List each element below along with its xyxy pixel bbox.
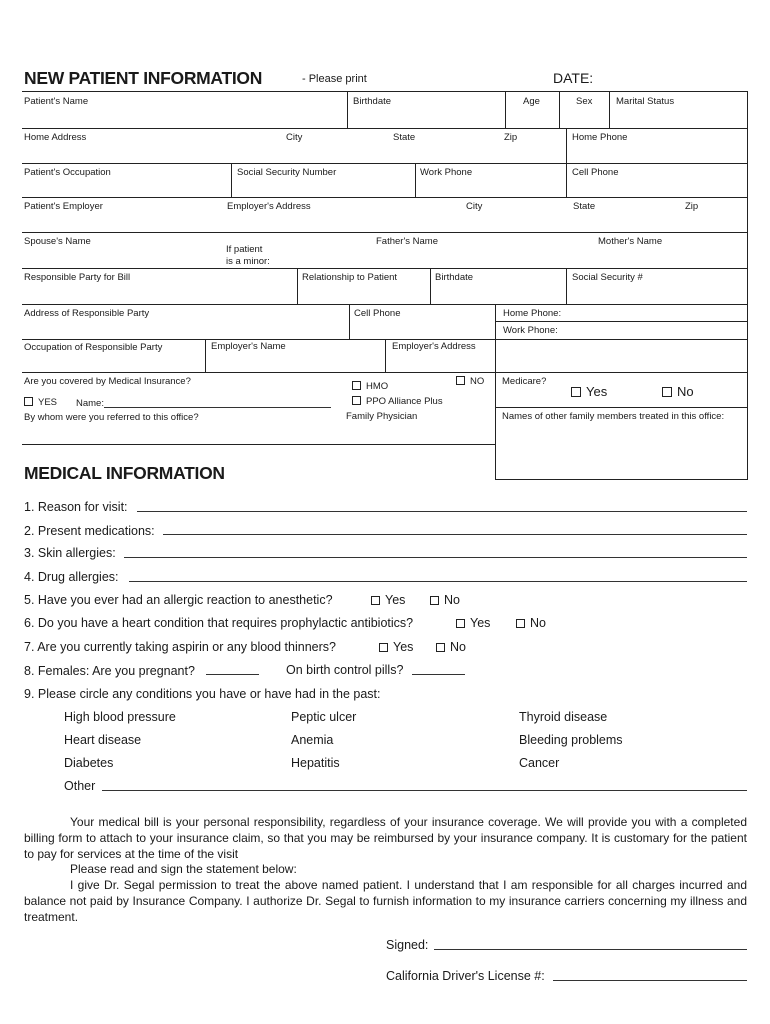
father-name-field[interactable]: Father's Name xyxy=(376,236,439,247)
insurance-name-input[interactable] xyxy=(104,407,331,408)
checkbox-icon xyxy=(352,396,361,405)
heart-yes-option[interactable] xyxy=(456,616,490,630)
state-field[interactable]: State xyxy=(393,132,416,143)
page-title: NEW PATIENT INFORMATION xyxy=(24,68,263,88)
checkbox-icon xyxy=(24,397,33,406)
page-subtitle: - Please print xyxy=(302,73,367,85)
row-rule xyxy=(22,197,748,198)
insurance-yes-option[interactable] xyxy=(24,397,57,408)
row-rule xyxy=(495,479,748,480)
divider xyxy=(347,91,348,128)
statement-paragraph-3: I give Dr. Segal permission to treat the above named patient. I understand that I am responsible for all charges incurred and balance not paid by Insurance Company. I authorize Dr. Segal to furnish information to my insurance carriers concerning my illness and treatment. xyxy=(24,878,747,924)
checkbox-icon xyxy=(436,643,445,652)
pregnant-input[interactable] xyxy=(206,674,259,675)
patient-marital-field[interactable]: Marital Status xyxy=(616,96,675,107)
divider xyxy=(505,91,506,128)
insurance-yes-label: YES xyxy=(38,397,58,408)
medicare-yes-option[interactable] xyxy=(571,384,607,399)
anesthetic-no-option[interactable] xyxy=(430,593,460,607)
row-rule xyxy=(22,232,748,233)
row-rule xyxy=(22,444,495,445)
responsible-address-field[interactable]: Address of Responsible Party xyxy=(24,308,150,319)
referred-field[interactable]: By whom were you referred to this office? xyxy=(24,412,199,423)
checkbox-icon xyxy=(456,619,465,628)
yes-label: Yes xyxy=(385,593,406,607)
family-physician-field[interactable]: Family Physician xyxy=(346,411,418,422)
medications-input[interactable] xyxy=(163,534,747,535)
divider xyxy=(385,339,386,372)
checkbox-icon xyxy=(571,387,581,397)
other-input[interactable] xyxy=(102,790,747,791)
signature-input[interactable] xyxy=(434,949,747,950)
responsible-party-field[interactable]: Responsible Party for Bill xyxy=(24,272,131,283)
statement-paragraph-1: Your medical bill is your personal responsibility, regardless of your insurance coverage. We will provide you with a completed billing form to attach to your insurance claim, so that you may be reimbursed by your insurance company. It is customary for the patient to pay for services at the time of the visit xyxy=(24,815,747,861)
occupation-field[interactable]: Patient's Occupation xyxy=(24,167,111,178)
condition-item[interactable]: Heart disease xyxy=(64,733,142,747)
condition-item[interactable]: Hepatitis xyxy=(291,756,340,770)
no-label: No xyxy=(450,640,466,654)
if-patient-label: If patient xyxy=(226,244,263,255)
row-rule xyxy=(22,163,748,164)
divider xyxy=(297,268,298,304)
reason-for-visit-input[interactable] xyxy=(137,511,747,512)
hmo-option[interactable] xyxy=(352,381,388,392)
employer-state-field[interactable]: State xyxy=(573,201,596,212)
medicare-no-option[interactable] xyxy=(662,384,694,399)
divider xyxy=(430,268,431,304)
ppo-option[interactable] xyxy=(352,396,443,407)
responsible-work-phone-field[interactable]: Work Phone: xyxy=(503,325,558,336)
home-address-field[interactable]: Home Address xyxy=(24,132,87,143)
divider xyxy=(609,91,610,128)
checkbox-icon xyxy=(371,596,380,605)
other-label: Other xyxy=(64,779,96,793)
checkbox-icon xyxy=(516,619,525,628)
row-rule xyxy=(22,372,748,373)
checkbox-icon xyxy=(379,643,388,652)
anesthetic-yes-option[interactable] xyxy=(371,593,405,607)
medicare-label: Medicare? xyxy=(502,376,547,387)
condition-item[interactable]: Bleeding problems xyxy=(519,733,623,747)
row-rule xyxy=(22,304,748,305)
skin-allergies-label: 3. Skin allergies: xyxy=(24,546,116,560)
checkbox-icon xyxy=(352,381,361,390)
divider xyxy=(566,268,567,304)
insurance-name-label: Name: xyxy=(76,398,104,409)
birth-control-input[interactable] xyxy=(412,674,465,675)
cell-phone-field[interactable]: Cell Phone xyxy=(572,167,619,178)
statement-instruction: Please read and sign the statement below: xyxy=(70,862,297,876)
responsible-cell-field[interactable]: Cell Phone xyxy=(354,308,401,319)
blood-thinners-question: 7. Are you currently taking aspirin or any blood thinners? xyxy=(24,640,336,654)
medical-title: MEDICAL INFORMATION xyxy=(24,463,225,483)
anesthetic-question: 5. Have you ever had an allergic reaction to anesthetic? xyxy=(24,593,333,607)
ssn-field[interactable]: Social Security Number xyxy=(237,167,337,178)
hmo-label: HMO xyxy=(366,381,389,392)
license-input[interactable] xyxy=(553,980,747,981)
header-rule xyxy=(22,91,748,92)
patient-name-field[interactable]: Patient's Name xyxy=(24,96,89,107)
medications-label: 2. Present medications: xyxy=(24,524,155,538)
family-members-field[interactable]: Names of other family members treated in this office: xyxy=(502,411,725,422)
employer-address-field[interactable]: Employer's Address xyxy=(227,201,311,212)
employer-zip-field[interactable]: Zip xyxy=(685,201,699,212)
relationship-field[interactable]: Relationship to Patient xyxy=(302,272,398,283)
employer-city-field[interactable]: City xyxy=(466,201,483,212)
drug-allergies-input[interactable] xyxy=(129,581,747,582)
divider xyxy=(559,91,560,128)
condition-item[interactable]: Thyroid disease xyxy=(519,710,608,724)
condition-item[interactable]: Diabetes xyxy=(64,756,114,770)
responsible-occupation-field[interactable]: Occupation of Responsible Party xyxy=(24,342,163,353)
divider xyxy=(495,304,496,480)
condition-item[interactable]: High blood pressure xyxy=(64,710,176,724)
yes-label: Yes xyxy=(470,616,491,630)
blood-thinners-yes-option[interactable] xyxy=(379,640,413,654)
signed-label: Signed: xyxy=(386,938,429,952)
responsible-ssn-field[interactable]: Social Security # xyxy=(572,272,643,283)
spouse-name-field[interactable]: Spouse's Name xyxy=(24,236,91,247)
row-rule xyxy=(22,268,748,269)
medicare-no-label: No xyxy=(677,384,694,399)
insurance-no-label: NO xyxy=(470,376,485,387)
responsible-employer-address-field[interactable]: Employer's Address xyxy=(392,341,476,352)
yes-label: Yes xyxy=(393,640,414,654)
divider xyxy=(415,163,416,197)
row-rule xyxy=(495,321,748,322)
city-field[interactable]: City xyxy=(286,132,303,143)
condition-item[interactable]: Cancer xyxy=(519,756,560,770)
patient-birthdate-field[interactable]: Birthdate xyxy=(353,96,392,107)
date-label: DATE: xyxy=(553,70,594,86)
divider xyxy=(566,128,567,163)
insurance-no-option[interactable] xyxy=(456,376,484,387)
birth-control-question: On birth control pills? xyxy=(286,663,404,677)
medicare-yes-label: Yes xyxy=(586,384,608,399)
mother-name-field[interactable]: Mother's Name xyxy=(598,236,663,247)
ppo-label: PPO Alliance Plus xyxy=(366,396,443,407)
checkbox-icon xyxy=(430,596,439,605)
divider xyxy=(231,163,232,197)
responsible-home-phone-field[interactable]: Home Phone: xyxy=(503,308,562,319)
blood-thinners-no-option[interactable] xyxy=(436,640,466,654)
checkbox-icon xyxy=(456,376,465,385)
drug-allergies-label: 4. Drug allergies: xyxy=(24,570,119,584)
reason-for-visit-label: 1. Reason for visit: xyxy=(24,500,128,514)
pregnant-question: 8. Females: Are you pregnant? xyxy=(24,664,195,678)
no-label: No xyxy=(530,616,546,630)
employer-field[interactable]: Patient's Employer xyxy=(24,201,103,212)
license-label: California Driver's License #: xyxy=(386,969,545,983)
heart-no-option[interactable] xyxy=(516,616,546,630)
right-border xyxy=(747,91,748,480)
skin-allergies-input[interactable] xyxy=(124,557,747,558)
is-minor-label: is a minor: xyxy=(226,256,270,267)
work-phone-field[interactable]: Work Phone xyxy=(420,167,473,178)
divider xyxy=(205,339,206,372)
row-rule xyxy=(22,128,748,129)
divider xyxy=(349,304,350,340)
heart-condition-question: 6. Do you have a heart condition that requires prophylactic antibiotics? xyxy=(24,616,414,630)
responsible-employer-field[interactable]: Employer's Name xyxy=(211,341,286,352)
zip-field[interactable]: Zip xyxy=(504,132,518,143)
conditions-question: 9. Please circle any conditions you have or have had in the past: xyxy=(24,687,381,701)
condition-item[interactable]: Peptic ulcer xyxy=(291,710,357,724)
checkbox-icon xyxy=(662,387,672,397)
home-phone-field[interactable]: Home Phone xyxy=(572,132,628,143)
patient-sex-field[interactable]: Sex xyxy=(576,96,593,107)
insurance-question: Are you covered by Medical Insurance? xyxy=(24,376,191,387)
responsible-birthdate-field[interactable]: Birthdate xyxy=(435,272,474,283)
divider xyxy=(566,163,567,197)
no-label: No xyxy=(444,593,460,607)
patient-age-field[interactable]: Age xyxy=(523,96,540,107)
condition-item[interactable]: Anemia xyxy=(291,733,334,747)
row-rule xyxy=(495,407,748,408)
